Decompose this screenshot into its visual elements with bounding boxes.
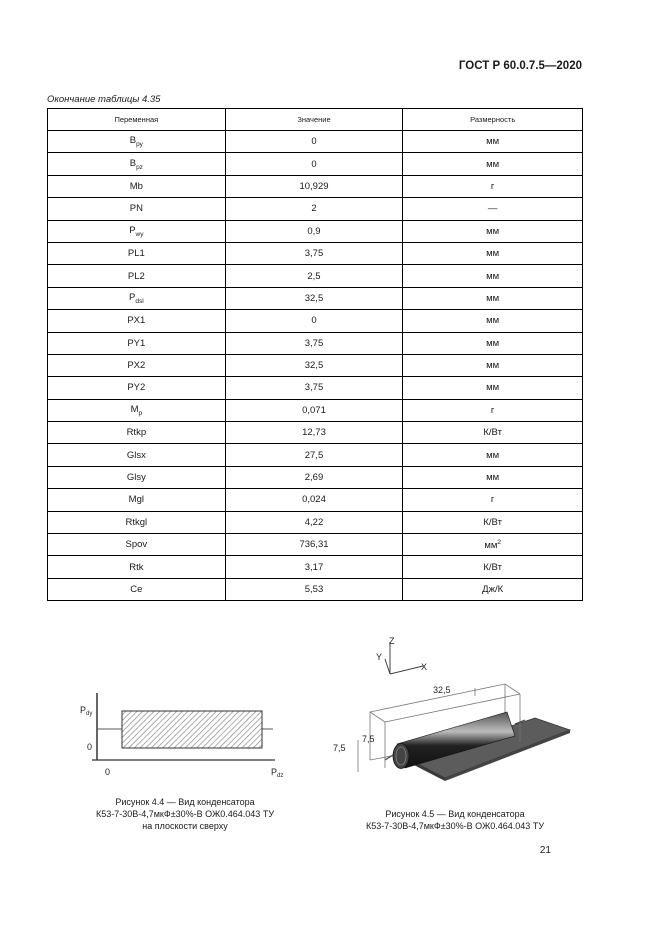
table-row: [48, 422, 583, 444]
unit-superscript: 2: [497, 538, 501, 546]
cell-value: 27,5: [225, 444, 403, 466]
cell-variable: [48, 265, 226, 287]
fig44-x-origin: 0: [105, 767, 111, 777]
cell-value: 5,53: [225, 578, 403, 600]
cell-variable: [48, 198, 226, 220]
unit-text: мм: [486, 158, 500, 170]
unit-text: мм: [486, 449, 500, 461]
cell-value: 2: [225, 198, 403, 220]
unit-text: мм: [486, 136, 500, 148]
unit-text: мм: [486, 315, 500, 327]
cell-unit: [403, 332, 583, 354]
cell-unit: [403, 265, 583, 287]
variable-name: Mgl: [128, 494, 144, 506]
cell-unit: [403, 220, 583, 242]
variable-name: PN: [129, 203, 143, 215]
cell-value: 2,5: [225, 265, 403, 287]
cell-variable: [48, 354, 226, 376]
unit-text: г: [490, 180, 495, 192]
cell-unit: [403, 153, 583, 175]
variable-subscript: wy: [135, 230, 144, 238]
table-row: [48, 578, 583, 600]
cell-variable: [48, 242, 226, 264]
fig45-axis-z: Z: [389, 636, 395, 646]
cell-value: 3,17: [225, 556, 403, 578]
cell-unit: [403, 534, 583, 556]
cell-unit: [403, 422, 583, 444]
variables-table: [47, 108, 583, 601]
cell-unit: [403, 556, 583, 578]
variable-name: B: [129, 157, 137, 169]
variable-name: M: [130, 403, 139, 415]
cell-value: 736,31: [225, 534, 403, 556]
cell-value: 0: [225, 153, 403, 175]
cell-variable: [48, 489, 226, 511]
cell-unit: [403, 310, 583, 332]
header-unit: Размерность: [403, 109, 583, 131]
cell-variable: [48, 332, 226, 354]
cell-variable: [48, 444, 226, 466]
table-header-row: [48, 109, 583, 131]
fig45-axis-x: X: [421, 662, 428, 672]
unit-text: К/Вт: [483, 516, 502, 528]
figure-4-5: [325, 632, 580, 792]
cell-variable: [48, 220, 226, 242]
fig45-caption-line2: К53-7-30В-4,7мкФ±30%-В ОЖ0.464.043 ТУ: [365, 821, 545, 831]
cell-value: 32,5: [225, 287, 403, 309]
cell-variable: [48, 175, 226, 197]
cell-unit: [403, 511, 583, 533]
variable-subscript: pz: [136, 163, 143, 171]
variable-name: Rtkgl: [125, 516, 148, 528]
variable-name: Spov: [125, 539, 148, 551]
cell-value: 10,929: [225, 175, 403, 197]
unit-text: мм: [486, 382, 500, 394]
figure-4-4: [75, 688, 295, 783]
header-value: Значение: [225, 109, 403, 131]
unit-text: г: [490, 404, 495, 416]
cell-variable: [48, 578, 226, 600]
table-row: [48, 287, 583, 309]
unit-text: мм: [486, 472, 500, 484]
unit-text: мм: [486, 337, 500, 349]
variable-subscript: p: [138, 409, 143, 417]
variable-name: Rtk: [129, 561, 144, 573]
variable-name: PY2: [127, 382, 146, 394]
cell-variable: [48, 377, 226, 399]
table-caption: Окончание таблицы 4.35: [47, 94, 161, 105]
variable-name: PL2: [127, 270, 145, 282]
variable-name: P: [129, 224, 136, 236]
fig44-y-label: $P_{dy}$: [80, 705, 93, 717]
unit-text: Дж/К: [482, 584, 504, 595]
figure-4-5-caption: [345, 808, 565, 832]
cell-value: 4,22: [225, 511, 403, 533]
fig44-caption-line1: Рисунок 4.4 — Вид конденсатора: [115, 797, 255, 807]
cell-unit: [403, 444, 583, 466]
fig45-dim-length: 32,5: [433, 685, 451, 695]
cell-variable: [48, 466, 226, 488]
cell-unit: [403, 377, 583, 399]
table-row: [48, 354, 583, 376]
variable-name: Ce: [130, 584, 143, 595]
cell-variable: [48, 422, 226, 444]
standard-header: ГОСТ Р 60.0.7.5—2020: [458, 60, 582, 72]
cell-unit: [403, 198, 583, 220]
fig44-x-label: $P_{dz}$: [271, 767, 284, 779]
variable-name: B: [129, 135, 137, 147]
variable-name: Glsx: [126, 449, 146, 461]
variable-name: Rtkp: [126, 427, 147, 439]
variable-name: Mb: [129, 180, 143, 192]
variable-subscript: py: [136, 141, 143, 149]
table-row: [48, 399, 583, 421]
cell-value: 0,024: [225, 489, 403, 511]
cell-unit: [403, 489, 583, 511]
header-variable: Переменная: [48, 109, 226, 131]
cell-value: 0: [225, 310, 403, 332]
variable-name: PL1: [127, 248, 145, 260]
table-row: [48, 332, 583, 354]
table-row: [48, 175, 583, 197]
table-row: [48, 489, 583, 511]
unit-text: мм: [486, 225, 500, 237]
variable-name: P: [129, 291, 136, 303]
variable-name: PX1: [127, 315, 146, 327]
cell-variable: [48, 153, 226, 175]
variable-name: Glsy: [126, 472, 146, 484]
unit-text: мм: [486, 270, 500, 282]
cell-unit: [403, 466, 583, 488]
cell-unit: [403, 399, 583, 421]
fig45-axis-y: Y: [376, 652, 383, 662]
cell-variable: [48, 131, 226, 153]
page-number: 21: [539, 845, 551, 856]
table-row: [48, 377, 583, 399]
table-row: [48, 556, 583, 578]
cell-unit: [403, 242, 583, 264]
unit-text: —: [487, 203, 498, 215]
cell-value: 32,5: [225, 354, 403, 376]
cell-value: 0,071: [225, 399, 403, 421]
fig44-caption-line2: К53-7-30В-4,7мкФ±30%-В ОЖ0.464.043 ТУ: [95, 809, 275, 819]
cell-value: 3,75: [225, 332, 403, 354]
cell-unit: [403, 578, 583, 600]
unit-text: К/Вт: [483, 561, 502, 573]
table-row: [48, 153, 583, 175]
fig45-axes: [385, 642, 423, 674]
cell-unit: [403, 287, 583, 309]
unit-text: г: [490, 494, 495, 506]
cell-unit: [403, 175, 583, 197]
cell-value: 12,73: [225, 422, 403, 444]
figure-4-4-caption: [70, 796, 300, 832]
cell-variable: [48, 310, 226, 332]
cell-value: 2,69: [225, 466, 403, 488]
capacitor-body-top-view: [122, 711, 262, 748]
fig45-dim-height-outer: 7,5: [333, 743, 346, 753]
table-row: [48, 444, 583, 466]
table-row: [48, 265, 583, 287]
table-row: [48, 466, 583, 488]
unit-text: мм: [484, 539, 498, 551]
cell-unit: [403, 354, 583, 376]
fig44-y-origin: 0: [87, 742, 93, 752]
table-row: [48, 198, 583, 220]
table-row: [48, 511, 583, 533]
table-row: [48, 310, 583, 332]
unit-text: К/Вт: [483, 427, 502, 439]
table-row: [48, 242, 583, 264]
cell-value: 0: [225, 131, 403, 153]
unit-text: мм: [486, 248, 500, 260]
table-row: [48, 220, 583, 242]
fig45-dim-height-inner: 7,5: [362, 734, 375, 744]
cell-value: 0,9: [225, 220, 403, 242]
table-row: [48, 131, 583, 153]
cell-variable: [48, 511, 226, 533]
cell-unit: [403, 131, 583, 153]
cell-variable: [48, 399, 226, 421]
cell-variable: [48, 556, 226, 578]
cell-value: 3,75: [225, 242, 403, 264]
table-row: [48, 534, 583, 556]
variable-subscript: dsl: [135, 297, 144, 305]
unit-text: мм: [486, 360, 500, 372]
cell-variable: [48, 287, 226, 309]
cell-variable: [48, 534, 226, 556]
fig45-caption-line1: Рисунок 4.5 — Вид конденсатора: [385, 809, 525, 819]
fig44-caption-line3: на плоскости сверху: [142, 821, 228, 831]
variable-name: PX2: [127, 360, 146, 372]
unit-text: мм: [486, 292, 500, 304]
cell-value: 3,75: [225, 377, 403, 399]
variable-name: PY1: [127, 337, 146, 349]
